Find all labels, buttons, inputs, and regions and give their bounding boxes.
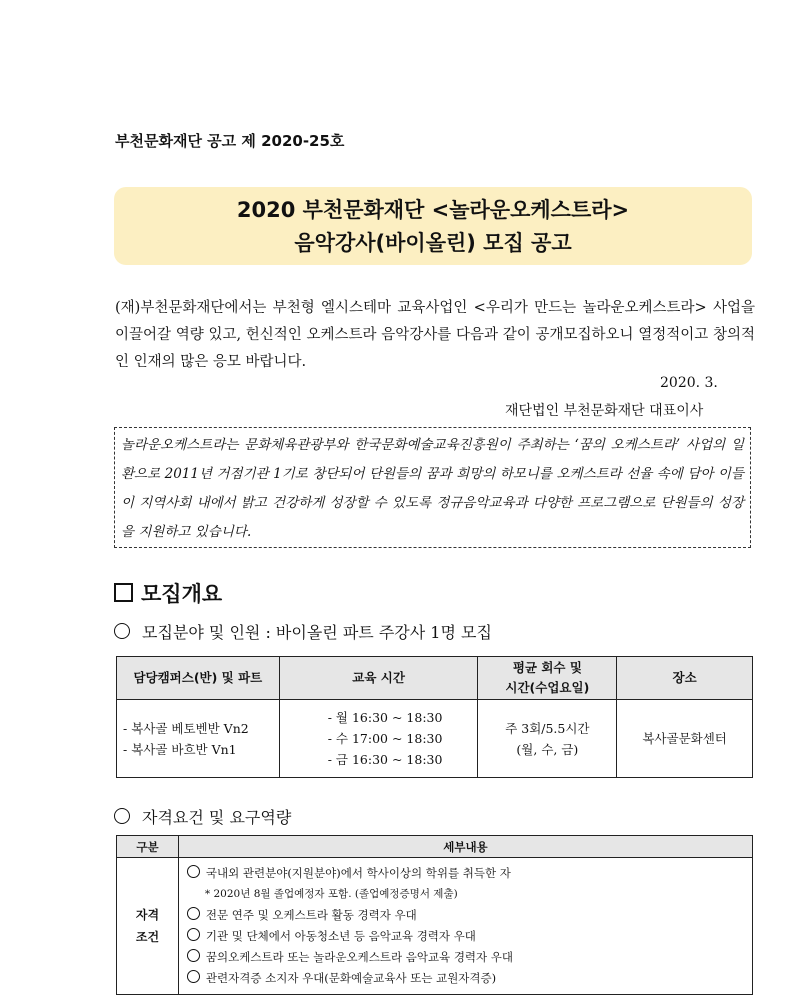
detail-cell (178, 858, 752, 995)
table-header: 장소 (617, 657, 753, 700)
table-header: 구분 (117, 836, 179, 858)
recruit-field-text: 모집분야 및 인원 : 바이올린 파트 주강사 1명 모집 (142, 623, 492, 642)
recruit-field-line (114, 620, 492, 643)
section-heading-overview (114, 578, 222, 608)
table-header-row (117, 836, 753, 858)
signer: 재단법인 부천문화재단 대표이사 (505, 403, 704, 419)
circle-bullet-icon (114, 623, 130, 639)
list-item: 전문 연주 및 오케스트라 활동 경력자 우대 (187, 905, 744, 926)
qualification-line (114, 805, 291, 828)
recruit-table (116, 656, 753, 778)
time-item: - 수 17:00 ~ 18:30 (327, 731, 443, 746)
title-banner (114, 187, 752, 265)
table-header-row (117, 657, 753, 700)
table-cell-place: 복사골문화센터 (617, 700, 753, 778)
part-item: - 복사골 베토벤반 Vn2 (123, 720, 249, 736)
table-cell-frequency (478, 700, 617, 778)
table-header-line: 평균 회수 및 (512, 660, 582, 675)
circle-bullet-icon (187, 907, 200, 920)
table-header (478, 657, 617, 700)
notice-number: 부천문화재단 공고 제 2020-25호 (115, 132, 345, 150)
circle-bullet-icon (114, 808, 130, 824)
table-header: 교육 시간 (279, 657, 478, 700)
table-row (117, 700, 753, 778)
table-header-line: 시간(수업요일) (505, 680, 590, 695)
circle-bullet-icon (187, 970, 200, 983)
circle-bullet-icon (187, 865, 200, 878)
category-label: 조건 (135, 930, 160, 944)
part-item: - 복사골 바흐반 Vn1 (123, 741, 237, 757)
circle-bullet-icon (187, 949, 200, 962)
category-cell (117, 858, 179, 995)
frequency-item: (월, 수, 금) (516, 741, 579, 757)
frequency-item: 주 3회/5.5시간 (505, 720, 590, 736)
list-note: * 2020년 8월 졸업예정자 포함. (졸업예정증명서 제출) (204, 888, 458, 900)
time-item: - 금 16:30 ~ 18:30 (327, 752, 443, 767)
section-heading-label: 모집개요 (141, 582, 223, 606)
table-cell-parts (117, 700, 280, 778)
table-header: 담당캠퍼스(반) 및 파트 (117, 657, 280, 700)
list-item: 꿈의오케스트라 또는 놀라운오케스트라 음악교육 경력자 우대 (187, 947, 744, 968)
qualification-heading: 자격요건 및 요구역량 (142, 808, 292, 827)
list-item: 국내외 관련분야(지원분야)에서 학사이상의 학위를 취득한 자 (187, 863, 744, 884)
title-line-1: 2020 부천문화재단 <놀라운오케스트라> (236, 198, 630, 222)
square-bullet-icon (114, 583, 133, 602)
list-item: 기관 및 단체에서 아동청소년 등 음악교육 경력자 우대 (187, 926, 744, 947)
list-item: 관련자격증 소지자 우대(문화예술교육사 또는 교원자격증) (187, 968, 744, 989)
table-header: 세부내용 (178, 836, 752, 858)
qualification-table (116, 835, 753, 995)
info-box: 놀라운오케스트라는 문화체육관광부와 한국문화예술교육진흥원이 주최하는 ‘꿈의 오케스트라’ 사업의 일환으로 2011년 거점기관 1기로 창단되어 단원들의 꿈과 희망의 하모니를 오케스트라 선율 속에 담아 이들이 지역사회 내에서 밝고 건강하게 성장할 수 있도록 정규음악교육과 다양한 프로그램으로 단원들의 성장을 지원하고 있습니다. (114, 427, 751, 548)
title-line-2: 음악강사(바이올린) 모집 공고 (294, 231, 572, 255)
category-label: 자격 (135, 908, 160, 922)
table-row (117, 858, 753, 995)
table-cell-times (279, 700, 478, 778)
circle-bullet-icon (187, 928, 200, 941)
intro-paragraph: (재)부천문화재단에서는 부천형 엘시스테마 교육사업인 <우리가 만드는 놀라운오케스트라> 사업을 이끌어갈 역량 있고, 헌신적인 오케스트라 음악강사를 다음과 같이 공개모집하오니 열정적이고 창의적인 인재의 많은 응모 바랍니다. (115, 300, 755, 370)
time-item: - 월 16:30 ~ 18:30 (327, 710, 443, 725)
announcement-date: 2020. 3. (660, 375, 718, 391)
